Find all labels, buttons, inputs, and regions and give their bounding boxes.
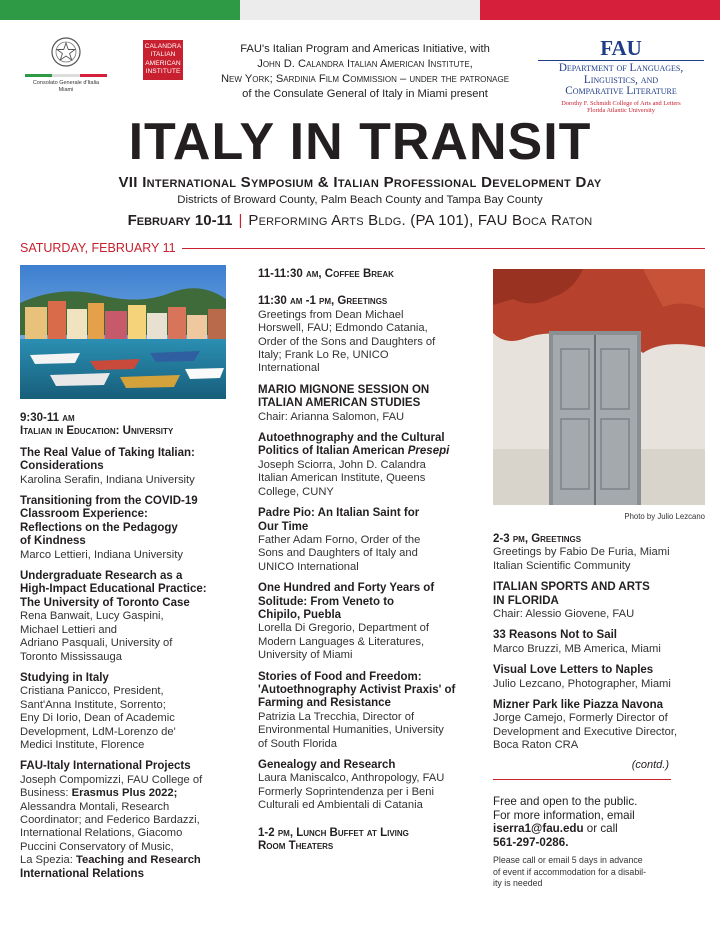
talk-item: 33 Reasons Not to Sail Marco Bruzzi, MB America, Miami <box>493 629 661 655</box>
event-title: ITALY IN TRANSIT <box>128 113 592 171</box>
continued-note: (contd.) <box>631 758 669 771</box>
dateline-separator: | <box>238 212 243 229</box>
talk-item: Transitioning from the COVID-19 Classroom Experience: Reflections on the Pedagogy of Kindness Marco Lettieri, Indiana University <box>20 495 198 561</box>
talk-item: Studying in Italy Cristiana Panicco, President, Sant'Anna Institute, Sorrento; Eny Di Iorio, Dean of Academic Development, LdM-Lorenzo de' Medici Institute, Florence <box>20 671 176 751</box>
talk-item: Mizner Park like Piazza Navona Jorge Camejo, Formerly Director of Development and Executive Director, Boca Raton CRA <box>493 699 678 752</box>
calandra-logo: CALANDRA ITALIAN AMERICAN INSTITUTE <box>143 40 183 80</box>
fau-department-logo <box>538 38 704 114</box>
lunch-block: 1-2 pm, Lunch Buffet at Living Room Theaters <box>258 826 409 853</box>
contact-divider <box>493 779 671 780</box>
coffee-break: 11-11:30 am, Coffee Break <box>258 268 394 280</box>
flag-red <box>480 0 720 20</box>
greetings-afternoon: 2-3 pm, Greetings Greetings by Fabio De Furia, Miami Italian Scientific Community <box>493 533 670 572</box>
fau-logo: FAU <box>600 36 642 60</box>
talk-item: Stories of Food and Freedom: 'Autoethnography Activist Praxis' of Farming and Resistance Patrizia La Trecchia, Director of Environmental Humanities, University of South Florida <box>258 670 456 750</box>
door-photo <box>493 269 705 505</box>
consulate-emblem-icon <box>50 36 82 68</box>
talk-item: Undergraduate Research as a High-Impact Educational Practice: The University of Toronto Case Rena Banwait, Lucy Gaspini, Michael Lettieri and Adriano Pasquali, University of Toronto Mississauga <box>20 570 207 663</box>
column-2 <box>258 268 470 861</box>
harbor-photo <box>20 265 226 399</box>
event-dates: February 10-11 <box>127 212 233 229</box>
consulate-caption: Consolato Generale d'Italia Miami <box>32 80 100 93</box>
flag-white <box>240 0 480 20</box>
event-venue: Performing Arts Bldg. (PA 101), FAU Boca Raton <box>248 212 593 229</box>
column-1 <box>20 412 226 889</box>
consulate-logo <box>20 36 112 94</box>
event-districts: Districts of Broward County, Palm Beach County and Tampa Bay County <box>177 194 543 206</box>
fau-college-name: Dorothy F. Schmidt College of Arts and Letters Florida Atlantic University <box>561 99 681 114</box>
talk-item: Genealogy and Research Laura Maniscalco, Anthropology, FAU Formerly Soprintendenza per i Beni Culturali ed Ambientali di Catania <box>258 759 445 812</box>
consulate-flag-bars <box>25 74 107 77</box>
talk-item: Autoethnography and the Cultural Politics of Italian American Presepi Joseph Sciorra, John D. Calandra Italian American Institute, Queens College, CUNY <box>258 432 450 498</box>
event-subtitle: VII International Symposium & Italian Professional Development Day <box>118 174 602 191</box>
greetings-block: 11:30 am -1 pm, Greetings Greetings from Dean Michael Horswell, FAU; Edmondo Catania, Order of the Sons and Daughters of Italy; Frank Lo Re, UNICO International <box>258 295 436 375</box>
event-dateline <box>0 212 720 229</box>
contact-email[interactable]: iserra1@fau.edu <box>493 822 584 836</box>
accommodation-note: Please call or email 5 days in advance of event if accommodation for a disabil- ity is needed <box>493 855 647 888</box>
talk-item: Padre Pio: An Italian Saint for Our Time Father Adam Forno, Order of the Sons and Daughters of Italy and UNICO International <box>258 507 421 573</box>
photo-credit: Photo by Julio Lezcano <box>624 512 705 521</box>
day-divider-rule <box>182 248 705 249</box>
talk-item-projects: FAU-Italy International Projects Joseph Compomizzi, FAU College of Business: Erasmus Plus 2022; Alessandra Montali, Research Coordinator; and Federico Bardazzi, International Relations, Giacomo Puccini Conservatory of Music, La Spezia: Teaching and Research International Relations <box>20 760 203 880</box>
fau-department-name: Department of Languages, Linguistics, and Comparative Literature <box>538 60 704 98</box>
contact-info: Free and open to the public. For more information, email iserra1@fau.edu or call 561-297-0286. <box>493 795 703 849</box>
header-intro: FAU's Italian Program and Americas Initiative, with John D. Calandra Italian American Institute, New York; Sardinia Film Commission – under the patronage of the Consulate General of Italy in Miami present <box>220 43 510 100</box>
talk-item: The Real Value of Taking Italian: Considerations Karolina Serafin, Indiana University <box>20 446 195 486</box>
session-time: 9:30-11 am <box>20 412 75 424</box>
flag-green <box>0 0 240 20</box>
mignone-session: MARIO MIGNONE SESSION ON ITALIAN AMERICAN STUDIES Chair: Arianna Salomon, FAU <box>258 383 430 423</box>
column-3 <box>493 533 705 771</box>
day-label: SATURDAY, FEBRUARY 11 <box>20 241 176 255</box>
session-education <box>20 412 226 439</box>
sports-session: ITALIAN SPORTS AND ARTS IN FLORIDA Chair: Alessio Giovene, FAU <box>493 581 650 621</box>
contact-phone[interactable]: 561-297-0286. <box>493 835 569 849</box>
session-title: Italian in Education: University <box>20 425 174 438</box>
talk-item: One Hundred and Forty Years of Solitude: From Veneto to Chipilo, Puebla Lorella Di Gregorio, Department of Modern Languages & Literatures, University of Miami <box>258 582 435 662</box>
day-divider <box>20 241 705 255</box>
talk-item: Visual Love Letters to Naples Julio Lezcano, Photographer, Miami <box>493 664 671 690</box>
italian-flag-band <box>0 0 720 20</box>
